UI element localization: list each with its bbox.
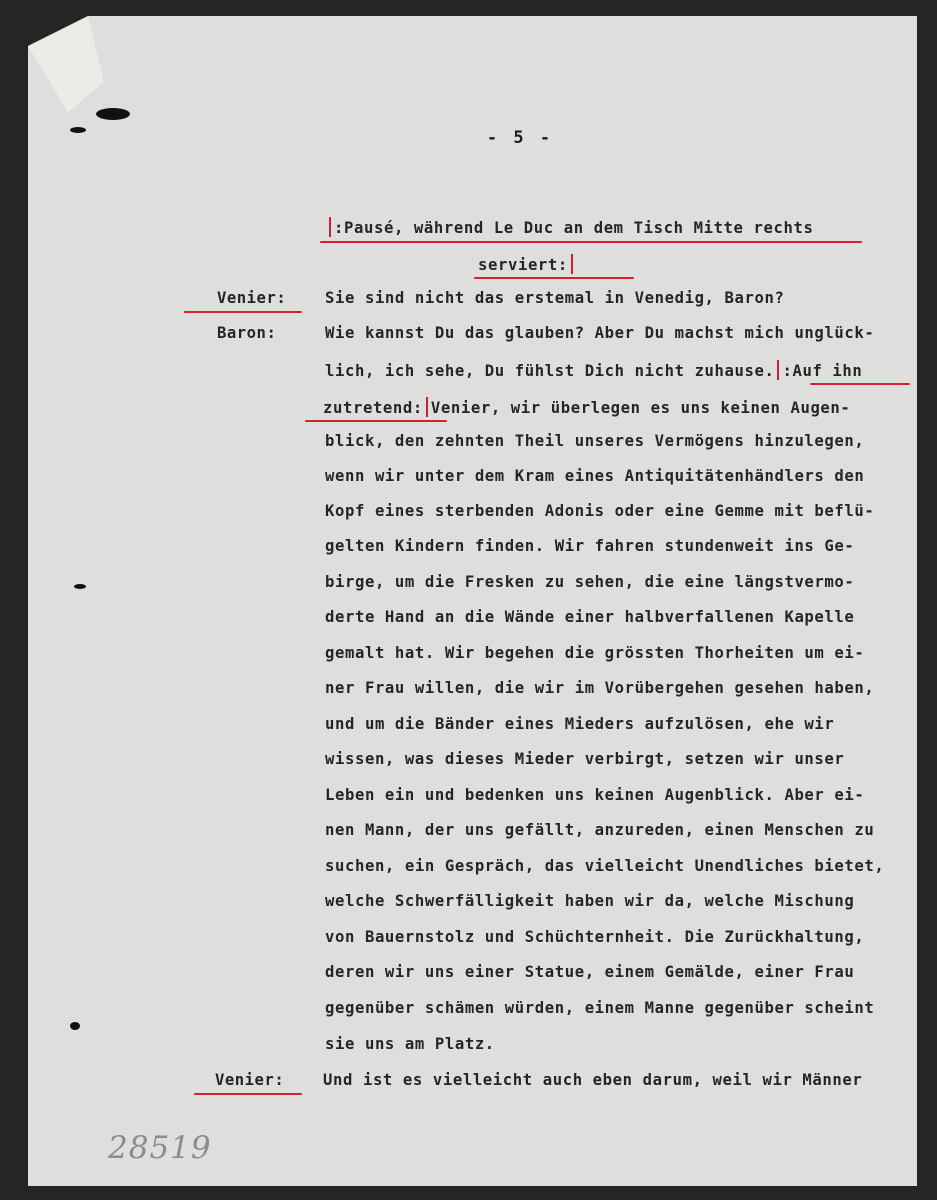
stage-direction-text: serviert: bbox=[478, 256, 568, 274]
red-underline bbox=[184, 311, 302, 313]
stage-direction-text: Pausé, während Le Duc an dem Tisch Mitte rechts bbox=[344, 219, 814, 237]
red-underline bbox=[474, 277, 634, 279]
text-line: wissen, was dieses Mieder verbirgt, setzen wir unser bbox=[325, 750, 845, 768]
text-line: Wie kannst Du das glauben? Aber Du machst mich unglück- bbox=[325, 324, 875, 342]
text-line: gelten Kindern finden. Wir fahren stundenweit ins Ge- bbox=[325, 537, 855, 555]
speaker-label: Baron: bbox=[217, 324, 277, 342]
red-underline bbox=[194, 1093, 302, 1095]
text-line: deren wir uns einer Statue, einem Gemälde, einer Frau bbox=[325, 963, 855, 981]
text-line: suchen, ein Gespräch, das vielleicht Unendliches bietet, bbox=[325, 857, 885, 875]
text-line: wenn wir unter dem Kram eines Antiquitätenhändlers den bbox=[325, 467, 865, 485]
text-line: blick, den zehnten Theil unseres Vermögens hinzulegen, bbox=[325, 432, 865, 450]
stage-direction-line: :Pausé, während Le Duc an dem Tisch Mitte rechts bbox=[326, 217, 813, 237]
bracket-mark bbox=[426, 397, 428, 417]
speaker-label: Venier: bbox=[215, 1071, 285, 1089]
ink-blot bbox=[96, 108, 130, 120]
text-line: Sie sind nicht das erstemal in Venedig, Baron? bbox=[325, 289, 785, 307]
stage-direction-text: Auf ihn bbox=[792, 362, 863, 380]
text-line: gemalt hat. Wir begehen die grössten Thorheiten um ei- bbox=[325, 644, 865, 662]
bracket-mark bbox=[329, 217, 331, 237]
ink-blot bbox=[70, 1022, 80, 1030]
text-line: birge, um die Fresken zu sehen, die eine längstvermo- bbox=[325, 573, 855, 591]
red-underline bbox=[320, 241, 862, 243]
text-line: sie uns am Platz. bbox=[325, 1035, 495, 1053]
bracket-mark bbox=[571, 254, 573, 274]
bracket-mark bbox=[777, 360, 779, 380]
text-line: Und ist es vielleicht auch eben darum, weil wir Männer bbox=[323, 1071, 863, 1089]
red-underline bbox=[305, 420, 447, 422]
text-line bbox=[323, 397, 850, 417]
text-segment: Venier, wir überlegen es uns keinen Augen- bbox=[430, 399, 851, 417]
text-line: Leben ein und bedenken uns keinen Augenblick. Aber ei- bbox=[325, 786, 865, 804]
stage-direction-line bbox=[478, 254, 576, 274]
red-underline bbox=[810, 383, 910, 385]
text-line: von Bauernstolz und Schüchternheit. Die Zurückhaltung, bbox=[325, 928, 865, 946]
text-line: Kopf eines sterbenden Adonis oder eine Gemme mit beflü- bbox=[325, 502, 875, 520]
text-line: lich, ich sehe, Du fühlst Dich nicht zuhause. :Auf ihn bbox=[325, 362, 863, 380]
stage-direction-text: zutretend: bbox=[323, 399, 423, 417]
text-line: nen Mann, der uns gefällt, anzureden, einen Menschen zu bbox=[325, 821, 875, 839]
text-line: welche Schwerfälligkeit haben wir da, welche Mischung bbox=[325, 892, 855, 910]
text-line: gegenüber schämen würden, einem Manne gegenüber scheint bbox=[325, 999, 875, 1017]
text-line: ner Frau willen, die wir im Vorübergehen gesehen haben, bbox=[325, 679, 875, 697]
text-line: derte Hand an die Wände einer halbverfallenen Kapelle bbox=[325, 608, 855, 626]
page-number: - 5 - bbox=[486, 128, 554, 148]
text-segment: lich, ich sehe, Du fühlst Dich nicht zuhause. bbox=[325, 362, 775, 380]
speaker-label: Venier: bbox=[217, 289, 287, 307]
ink-blot bbox=[74, 584, 86, 589]
archive-number: 28519 bbox=[108, 1130, 212, 1166]
text-line: und um die Bänder eines Mieders aufzulösen, ehe wir bbox=[325, 715, 835, 733]
